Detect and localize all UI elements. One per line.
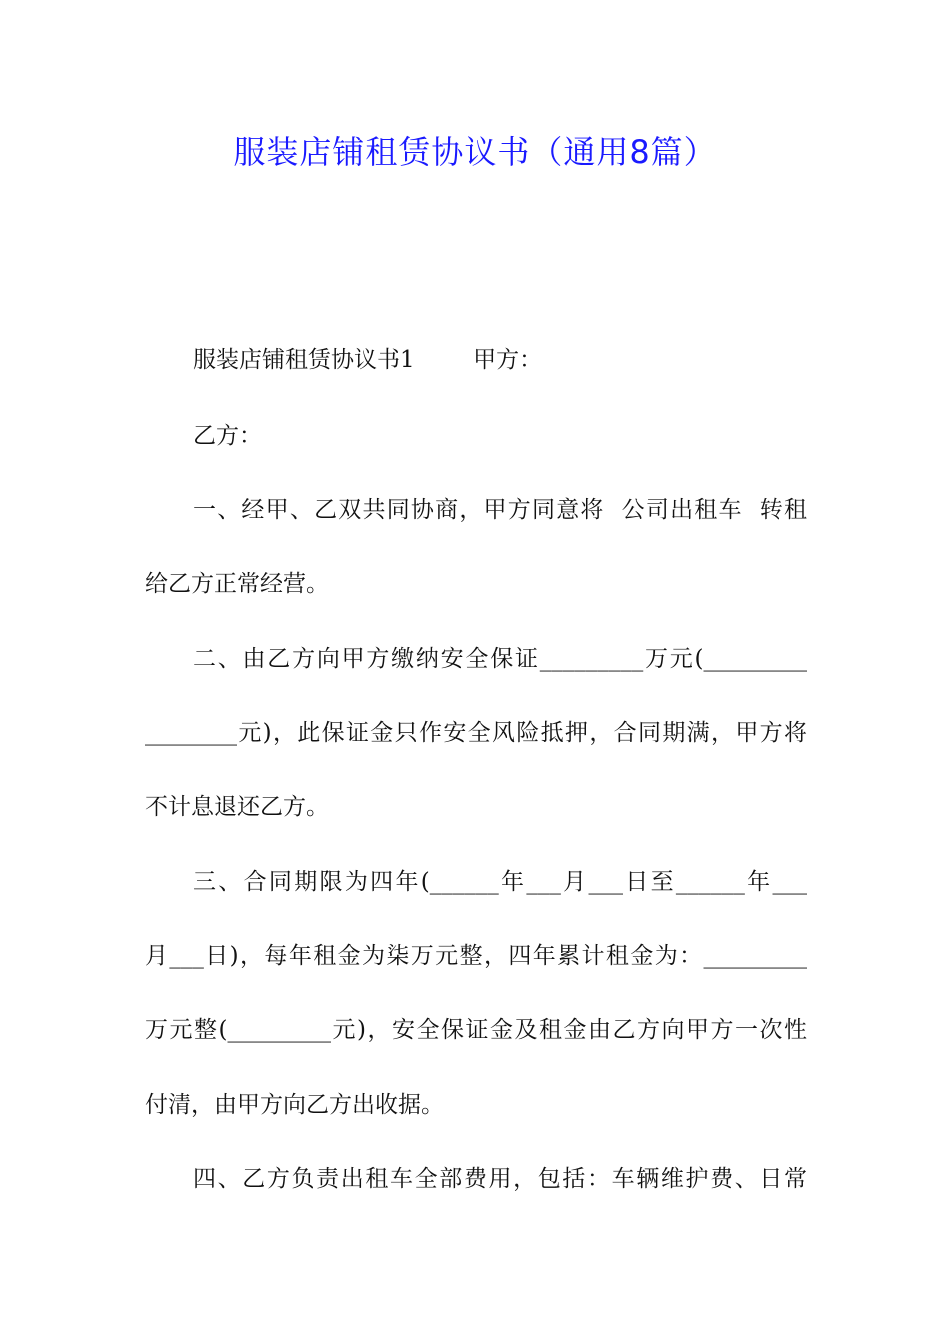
paragraph-line: 一、经甲、乙双共同协商，甲方同意将 公司出租车 转租: [193, 497, 807, 523]
paragraph-line: 服装店铺租赁协议书1 甲方：: [193, 347, 543, 373]
paragraph-line: 三、合同期限为四年(______年___月___日至______年___: [193, 869, 807, 895]
paragraph-line: 月___日)，每年租金为柒万元整，四年累计租金为：_________: [145, 943, 807, 969]
paragraph-line: 给乙方正常经营。: [145, 571, 329, 597]
paragraph-line: 万元整(_________元)，安全保证金及租金由乙方向甲方一次性: [145, 1017, 807, 1043]
paragraph-line: 二、由乙方向甲方缴纳安全保证_________万元(_________: [193, 646, 807, 672]
paragraph-line: 乙方：: [193, 423, 262, 449]
document-title: 服装店铺租赁协议书（通用8篇）: [233, 133, 717, 171]
paragraph-line: 四、乙方负责出租车全部费用，包括：车辆维护费、日常: [193, 1166, 807, 1192]
paragraph-line: 付清，由甲方向乙方出收据。: [145, 1092, 444, 1118]
paragraph-line: 不计息退还乙方。: [145, 794, 329, 820]
paragraph-line: ________元)，此保证金只作安全风险抵押，合同期满，甲方将: [145, 720, 807, 746]
